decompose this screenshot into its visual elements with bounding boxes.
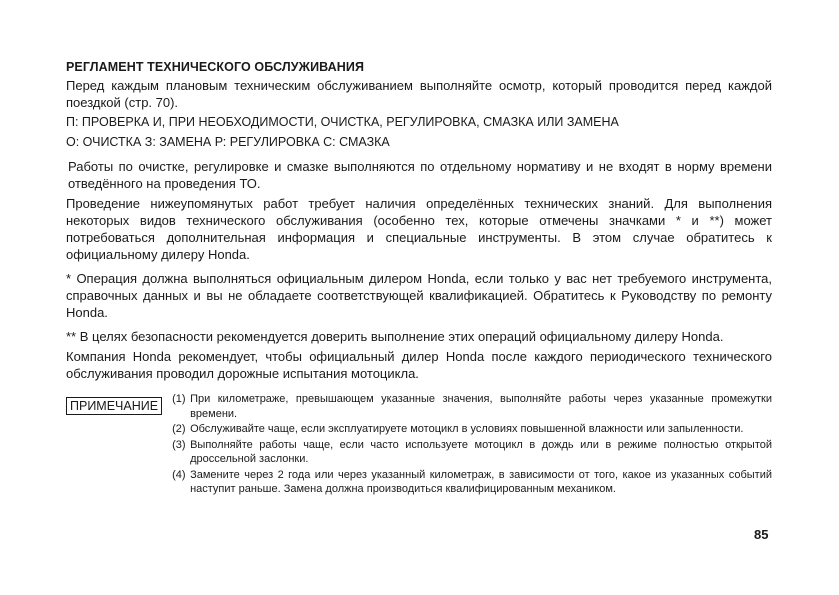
note-item-text: Обслуживайте чаще, если эксплуатируете мотоцикл в условиях повышенной влажности или запыленности. bbox=[190, 423, 744, 435]
note-list bbox=[172, 392, 772, 498]
note-item-text: Выполняйте работы чаще, если часто используете мотоцикл в дождь или в режиме полностью открытой дроссельной заслонки. bbox=[190, 438, 772, 465]
star-paragraph: * Операция должна выполняться официальным дилером Honda, если только у вас нет требуемого инструмента, справочных данных и вы не обладаете соответствующей квалификацией. Обратитесь к Руководству по ремонту Honda. bbox=[66, 271, 772, 320]
note-block bbox=[66, 392, 772, 498]
legend-line-2: О: ОЧИСТКА З: ЗАМЕНА Р: РЕГУЛИРОВКА С: СМАЗКА bbox=[66, 135, 390, 149]
page-title: РЕГЛАМЕНТ ТЕХНИЧЕСКОГО ОБСЛУЖИВАНИЯ bbox=[66, 60, 365, 74]
manual-page bbox=[66, 60, 772, 498]
note-item bbox=[172, 438, 772, 467]
note-item bbox=[172, 422, 772, 437]
legend-line-1: П: ПРОВЕРКА И, ПРИ НЕОБХОДИМОСТИ, ОЧИСТКА, РЕГУЛИРОВКА, СМАЗКА ИЛИ ЗАМЕНА bbox=[66, 115, 619, 129]
note-item bbox=[172, 468, 772, 497]
page-number: 85 bbox=[754, 527, 769, 542]
double-star-paragraph: ** В целях безопасности рекомендуется доверить выполнение этих операций официальному дилеру Honda. bbox=[66, 329, 724, 344]
intro-paragraph: Перед каждым плановым техническим обслуживанием выполняйте осмотр, который проводится перед каждой поездкой (стр. 70). bbox=[66, 78, 772, 110]
note-item-number: (2) bbox=[172, 423, 186, 435]
test-ride-paragraph: Компания Honda рекомендует, чтобы официальный дилер Honda после каждого периодического технического обслуживания проводил дорожные испытания мотоцикла. bbox=[66, 349, 772, 381]
knowledge-paragraph: Проведение нижеупомянутых работ требует наличия определённых технических знаний. Для выполнения некоторых видов технического обслуживания (особенно тех, которые отмечены значками * и **) может потребоваться дополнительная информация и специальные инструменты. В этом случае обратитесь к официальному дилеру Honda. bbox=[66, 196, 772, 262]
note-item-text: Замените через 2 года или через указанный километраж, в зависимости от того, какое из указанных событий наступит раньше. Замена должна производиться квалифицированным механиком. bbox=[190, 468, 772, 495]
note-item-text: При километраже, превышающем указанные значения, выполняйте работы через указанные промежутки времени. bbox=[190, 393, 772, 420]
note-item-number: (3) bbox=[172, 438, 186, 451]
note-item-number: (1) bbox=[172, 393, 186, 405]
note-label: ПРИМЕЧАНИЕ bbox=[66, 397, 162, 415]
note-item bbox=[172, 392, 772, 421]
note-item-number: (4) bbox=[172, 468, 186, 481]
cleaning-paragraph: Работы по очистке, регулировке и смазке выполняются по отдельному нормативу и не входят в норму времени отведённого на проведения ТО. bbox=[68, 159, 772, 191]
